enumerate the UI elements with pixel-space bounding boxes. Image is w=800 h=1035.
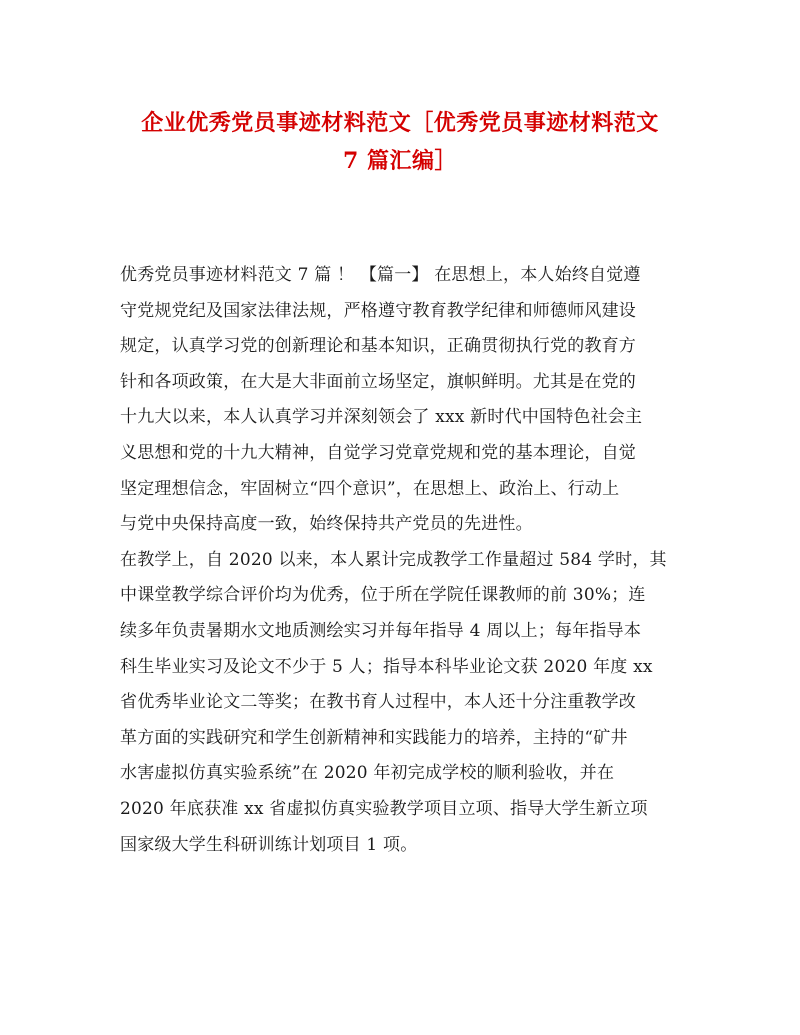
body-line: 省优秀毕业论文二等奖；在教书育人过程中，本人还十分注重教学改	[120, 692, 636, 713]
body-line: 守党规党纪及国家法律法规，严格遵守教育教学纪律和师德师风建设	[120, 300, 636, 321]
body-line: 在教学上，自 2020 以来，本人累计完成教学工作量超过 584 学时，其	[120, 549, 667, 570]
body-line: 革方面的实践研究和学生创新精神和实践能力的培养，主持的“矿井	[120, 727, 628, 748]
body-line: 坚定理想信念，牢固树立“四个意识”，在思想上、政治上、行动上	[120, 478, 620, 499]
body-line: 水害虚拟仿真实验系统”在 2020 年初完成学校的顺利验收，并在	[120, 763, 615, 784]
body-line: 中课堂教学综合评价均为优秀，位于所在学院任课教师的前 30%；连	[120, 585, 646, 606]
body-line: 2020 年底获准 xx 省虚拟仿真实验教学项目立项、指导大学生新立项	[120, 798, 648, 819]
body-line: 十九大以来，本人认真学习并深刻领会了 xxx 新时代中国特色社会主	[120, 407, 643, 428]
body-line: 针和各项政策，在大是大非面前立场坚定，旗帜鲜明。尤其是在党的	[120, 371, 636, 392]
body-line: 续多年负责暑期水文地质测绘实习并每年指导 4 周以上；每年指导本	[120, 620, 642, 641]
document-title	[110, 104, 690, 180]
body-line: 规定，认真学习党的创新理论和基本知识，正确贯彻执行党的教育方	[120, 336, 636, 357]
body-line: 义思想和党的十九大精神，自觉学习党章党规和党的基本理论，自觉	[120, 442, 636, 463]
body-line: 科生毕业实习及论文不少于 5 人；指导本科毕业论文获 2020 年度 xx	[120, 656, 653, 677]
body-line: 国家级大学生科研训练计划项目 1 项。	[120, 834, 418, 855]
body-line: 与党中央保持高度一致，始终保持共产党员的先进性。	[120, 514, 533, 535]
title-line: 7 篇汇编］	[343, 148, 457, 174]
body-line: 优秀党员事迹材料范文 7 篇 ！ 【篇一】 在思想上，本人始终自觉遵	[120, 265, 641, 285]
document-body	[120, 258, 680, 863]
title-line: 企业优秀党员事迹材料范文［优秀党员事迹材料范文	[141, 110, 659, 136]
